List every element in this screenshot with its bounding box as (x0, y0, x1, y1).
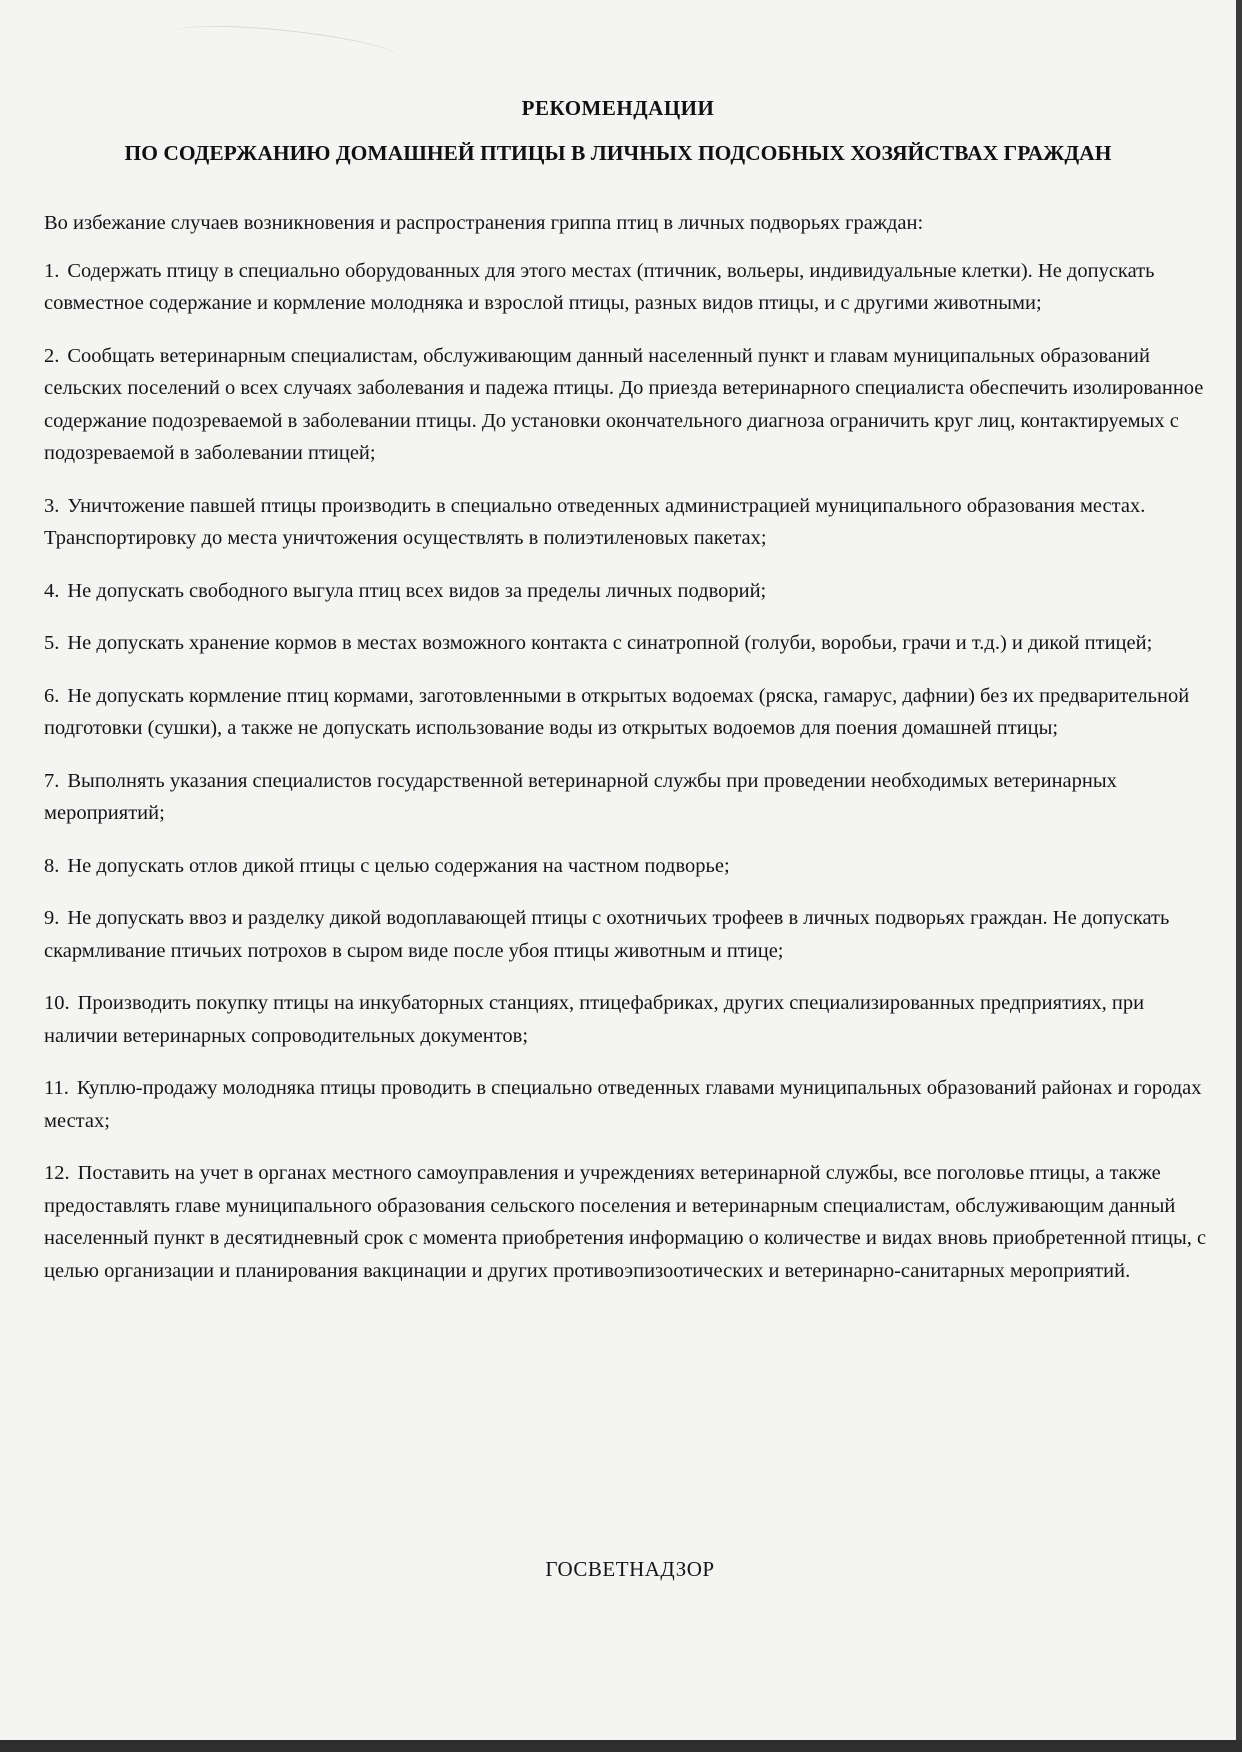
item-text: Не допускать отлов дикой птицы с целью содержания на частном подворье; (67, 854, 730, 877)
item-number: 9. (44, 907, 60, 929)
item-text: Куплю-продажу молодняка птицы проводить в специально отведенных главами муниципальных образований районах и городах местах; (44, 1077, 1202, 1132)
document-subtitle: ПО СОДЕРЖАНИЮ ДОМАШНЕЙ ПТИЦЫ В ЛИЧНЫХ ПОДСОБНЫХ ХОЗЯЙСТВАХ ГРАЖДАН (124, 141, 1112, 165)
recommendation-item (44, 850, 1219, 883)
item-number: 6. (44, 684, 60, 707)
recommendation-item (44, 575, 1219, 608)
recommendation-item (44, 680, 1219, 745)
item-text: Производить покупку птицы на инкубаторных станциях, птицефабриках, других специализированных предприятиях, при наличии ветеринарных сопроводительных документов; (44, 992, 1145, 1047)
item-number: 2. (44, 344, 60, 367)
item-text: Выполнять указания специалистов государственной ветеринарной службы при проведении необходимых ветеринарных мероприятий; (44, 769, 1117, 824)
item-number: 11. (44, 1077, 69, 1099)
item-number: 12. (44, 1162, 70, 1184)
item-text: Не допускать хранение кормов в местах возможного контакта с синатропной (голуби, воробьи, грачи и т.д.) и дикой птицей; (67, 632, 1153, 654)
item-text: Не допускать свободного выгула птиц всех видов за пределы личных подворий; (67, 579, 767, 602)
item-number: 1. (44, 259, 60, 282)
item-text: Уничтожение павшей птицы производить в специально отведенных администрацией муниципального образования местах. Транспортировку до места уничтожения осуществлять в полиэтиленовых пакетах; (44, 494, 1146, 549)
footer-signature: ГОСВЕТНАДЗОР (545, 1557, 715, 1581)
intro-paragraph: Во избежание случаев возникновения и распространения гриппа птиц в личных подворьях граждан: (44, 212, 924, 234)
recommendation-item (44, 987, 1219, 1052)
scan-edge-right (1236, 0, 1242, 1752)
document-title: РЕКОМЕНДАЦИИ (521, 96, 715, 120)
recommendation-item (44, 765, 1219, 830)
item-text: Не допускать ввоз и разделку дикой водоплавающей птицы с охотничьих трофеев в личных подворьях граждан. Не допускать скармливание птичьих потрохов в сыром виде после убоя птицы животным и птице; (44, 907, 1170, 962)
document-body (44, 207, 1219, 1307)
item-number: 5. (44, 632, 60, 654)
recommendation-item (44, 1157, 1219, 1287)
scan-artifact (169, 18, 401, 73)
item-number: 10. (44, 992, 70, 1014)
recommendation-item (44, 340, 1219, 470)
recommendation-item (44, 1072, 1219, 1137)
item-number: 7. (44, 769, 60, 792)
item-number: 3. (44, 494, 60, 517)
recommendation-item (44, 627, 1219, 660)
item-number: 4. (44, 579, 60, 602)
item-text: Сообщать ветеринарным специалистам, обслуживающим данный населенный пункт и главам муниципальных образований сельских поселений о всех случаях заболевания и падежа птицы. До приезда ветеринарного специалиста обеспечить изолированное содержание подозреваемой в заболевании птицы. До установки окончательного диагноза ограничить круг лиц, контактируемых с подозреваемой в заболевании птицей; (44, 344, 1204, 464)
item-text: Не допускать кормление птиц кормами, заготовленными в открытых водоемах (ряска, гамарус, дафнии) без их предварительной подготовки (сушки), а также не допускать использование воды из открытых водоемов для поения домашней птицы; (44, 684, 1190, 739)
scan-edge-bottom (0, 1740, 1242, 1752)
item-text: Содержать птицу в специально оборудованных для этого местах (птичник, вольеры, индивидуальные клетки). Не допускать совместное содержание и кормление молодняка и взрослой птицы, разных видов птицы, и с другими животными; (44, 259, 1155, 314)
item-text: Поставить на учет в органах местного самоуправления и учреждениях ветеринарной службы, все поголовье птицы, а также предоставлять главе муниципального образования сельского поселения и ветеринарным специалистам, обслуживающим данный населенный пункт в десятидневный срок с момента приобретения информацию о количестве и видах вновь приобретенной птицы, с целью организации и планирования вакцинации и других противоэпизоотических и ветеринарно-санитарных мероприятий. (44, 1162, 1207, 1282)
recommendation-item (44, 490, 1219, 555)
item-number: 8. (44, 854, 60, 877)
recommendation-item (44, 902, 1219, 967)
recommendation-item (44, 255, 1219, 320)
